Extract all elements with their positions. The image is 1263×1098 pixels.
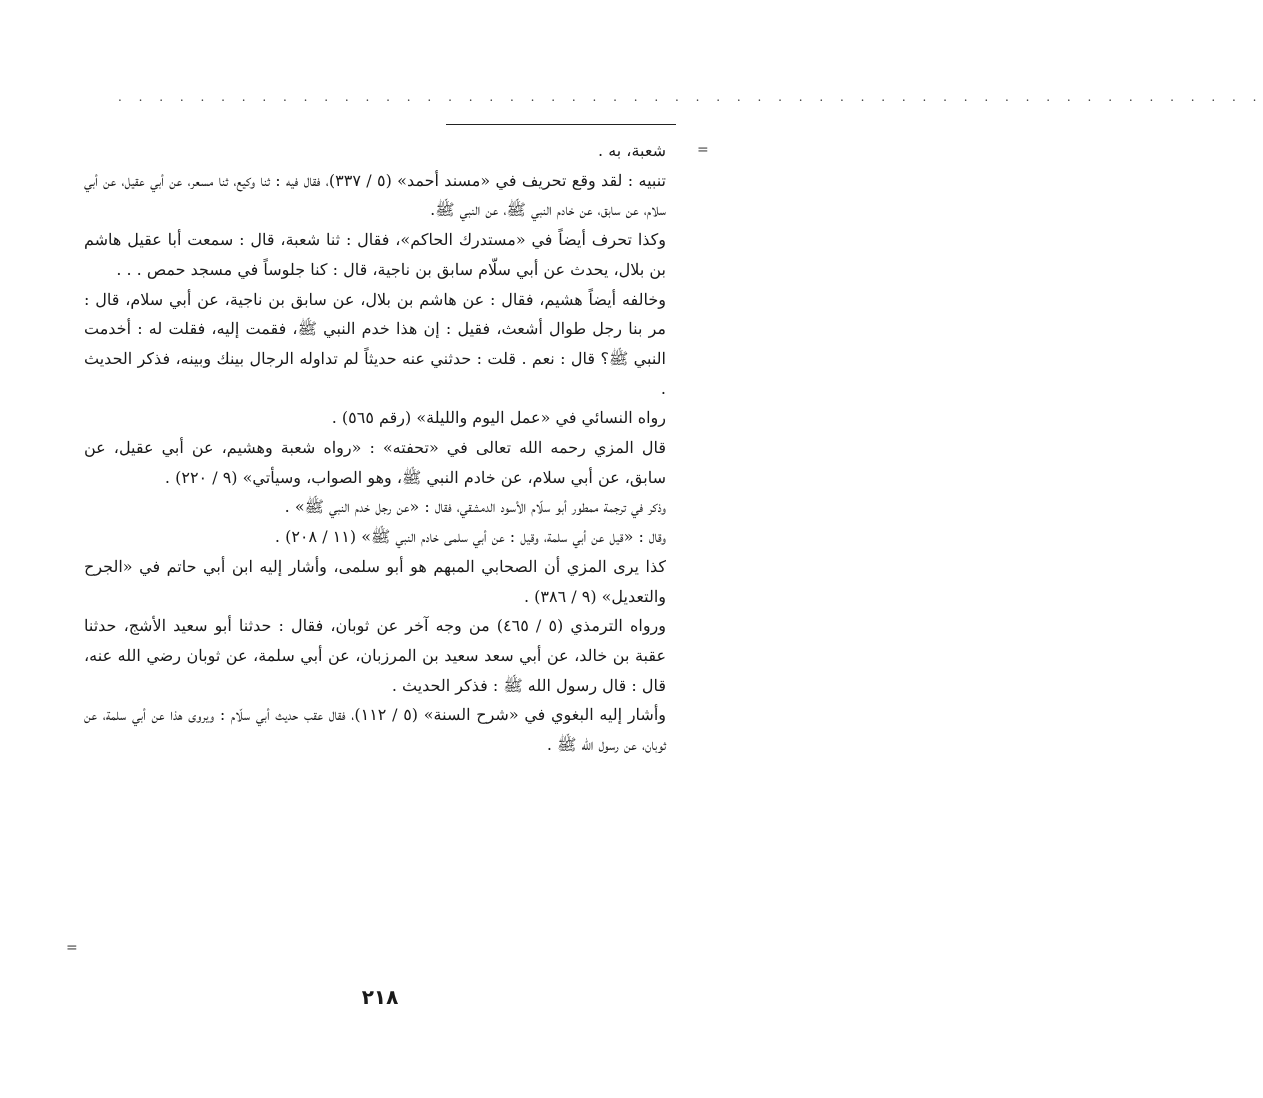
dotted-separator: . . . . . . . . . . . . . . . . . . . . . . . . . . . . . . . . . . . . . . . . . . . . . . . . . . . . . . . . xyxy=(118,90,1263,104)
paragraph: رواه النسائي في «عمل اليوم والليلة» (رقم ٥٦٥) . xyxy=(331,408,666,428)
paragraph: ورواه الترمذي (٥ / ٤٦٥) من وجه آخر عن ثوبان، فقال : حدثنا أبو سعيد الأشج، حدثنا عقبة بن خالد، عن أبي سعد سعيد بن المرزبان، عن أبي سلمة، عن ثوبان رضي الله عنه، قال : قال رسول الله ﷺ : فذكر الحديث . xyxy=(84,616,667,695)
margin-mark-top: = xyxy=(697,142,709,158)
paragraph: وكذا تحرف أيضاً في «مستدرك الحاكم»، فقال : ثنا شعبة، قال : سمعت أبا عقيل هاشم بن بلال، يحدث عن أبي سلّام سابق بن ناجية، قال : كنا جلوساً في مسجد حمص . . . xyxy=(84,230,666,279)
footnote-text xyxy=(84,136,666,760)
paragraph: وذكر في ترجمة ممطور أبو سلّام الأسود الدمشقي، فقال : «عن رجل خدم النبي ﷺ» . xyxy=(284,497,666,517)
margin-mark-bottom: = xyxy=(66,940,78,956)
paragraph: شعبة، به . xyxy=(598,141,666,160)
paragraph: وخالفه أيضاً هشيم، فقال : عن هاشم بن بلال، عن سابق بن ناجية، عن أبي سلام، قال : مر بنا رجل طوال أشعث، فقيل : إن هذا خدم النبي ﷺ، فقمت إليه، فقلت له : أخدمت النبي ﷺ؟ قال : نعم . قلت : حدثني عنه حديثاً لم تداوله الرجال بينك وبينه، فذكر الحديث . xyxy=(84,289,666,398)
page-number: ٢١٨ xyxy=(361,985,399,1009)
paragraph: وقال : «قيل عن أبي سلمة، وقيل : عن أبي سلمى خادم النبي ﷺ» (١١ / ٢٠٨) . xyxy=(274,527,666,547)
paragraph: تنبيه : لقد وقع تحريف في «مسند أحمد» (٥ / ٣٣٧)، فقال فيه : ثنا وكيع، ثنا مسعر، عن أبي عقيل، عن أبي سلام، عن سابق، عن خادم النبي ﷺ، عن النبي ﷺ. xyxy=(84,170,667,220)
paragraph: وأشار إليه البغوي في «شرح السنة» (٥ / ١١٢)، فقال عقب حديث أبي سلّام : ويروى هذا عن أبي سلمة، عن ثوبان، عن رسول الله ﷺ . xyxy=(84,705,667,755)
footnote-rule xyxy=(446,124,676,125)
paragraph: قال المزي رحمه الله تعالى في «تحفته» : «رواه شعبة وهشيم، عن أبي عقيل، عن سابق، عن أبي سلام، عن خادم النبي ﷺ، وهو الصواب، وسيأتي» (٩ / ٢٢٠) . xyxy=(84,438,666,487)
paragraph: كذا يرى المزي أن الصحابي المبهم هو أبو سلمى، وأشار إليه ابن أبي حاتم في «الجرح والتعديل» (٩ / ٣٨٦) . xyxy=(84,556,667,606)
